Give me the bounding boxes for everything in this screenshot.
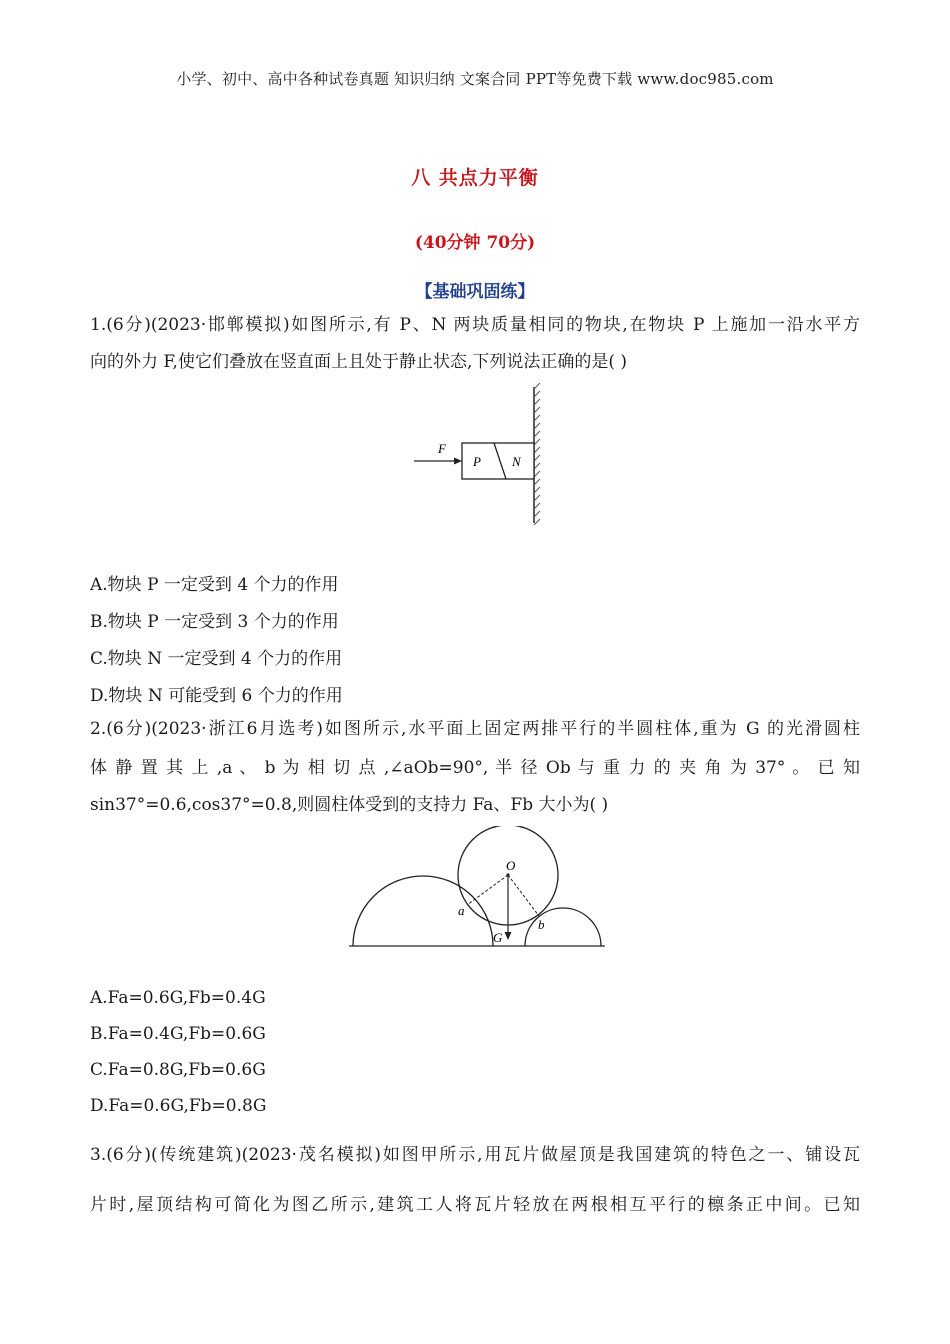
label-o: O — [506, 858, 516, 873]
q1-option-d: D.物块 N 可能受到 6 个力的作用 — [90, 686, 343, 706]
q2-option-b: B.Fa=0.4G,Fb=0.6G — [90, 1024, 266, 1044]
section-heading: 【基础巩固练】 — [415, 282, 535, 302]
page-header: 小学、初中、高中各种试卷真题 知识归纳 文案合同 PPT等免费下载 www.doc985.com — [176, 70, 774, 88]
q2-option-a: A.Fa=0.6G,Fb=0.4G — [90, 988, 266, 1008]
q1-stem-line1: 1.(6分)(2023·邯郸模拟)如图所示,有 P、N 两块质量相同的物块,在物块 P 上施加一沿水平方 — [90, 315, 860, 335]
q1-figure — [400, 383, 560, 528]
label-a: a — [458, 903, 465, 918]
label-b: b — [538, 917, 545, 932]
label-n: N — [512, 454, 521, 469]
q3-stem-line1: 3.(6分)(传统建筑)(2023·茂名模拟)如图甲所示,用瓦片做屋顶是我国建筑的特色之一、铺设瓦 — [90, 1145, 860, 1165]
q3-stem-line2: 片时,屋顶结构可简化为图乙所示,建筑工人将瓦片轻放在两根相互平行的檩条正中间。已知 — [90, 1195, 860, 1215]
q2-stem-line3: sin37°=0.6,cos37°=0.8,则圆柱体受到的支持力 Fa、Fb 大小为( ) — [90, 795, 609, 815]
label-p: P — [473, 454, 481, 469]
q1-option-c: C.物块 N 一定受到 4 个力的作用 — [90, 649, 343, 669]
q2-option-c: C.Fa=0.8G,Fb=0.6G — [90, 1060, 266, 1080]
q1-option-b: B.物块 P 一定受到 3 个力的作用 — [90, 612, 339, 632]
q2-stem-line1: 2.(6分)(2023·浙江6月选考)如图所示,水平面上固定两排平行的半圆柱体,重为 G 的光滑圆柱 — [90, 719, 860, 739]
q2-figure — [345, 826, 610, 951]
label-f: F — [438, 441, 446, 456]
label-g: G — [493, 930, 503, 945]
q1-option-a: A.物块 P 一定受到 4 个力的作用 — [90, 575, 339, 595]
q2-stem-line2: 体 静 置 其 上 ,a 、 b 为 相 切 点 ,∠aOb=90°, 半 径 Ob 与 重 力 的 夹 角 为 37° 。 已 知 — [90, 758, 860, 778]
time-score: (40分钟 70分) — [414, 233, 536, 253]
q2-option-d: D.Fa=0.6G,Fb=0.8G — [90, 1096, 267, 1116]
q1-stem-line2: 向的外力 F,使它们叠放在竖直面上且处于静止状态,下列说法正确的是( ) — [90, 352, 628, 372]
chapter-title: 八 共点力平衡 — [411, 167, 539, 189]
